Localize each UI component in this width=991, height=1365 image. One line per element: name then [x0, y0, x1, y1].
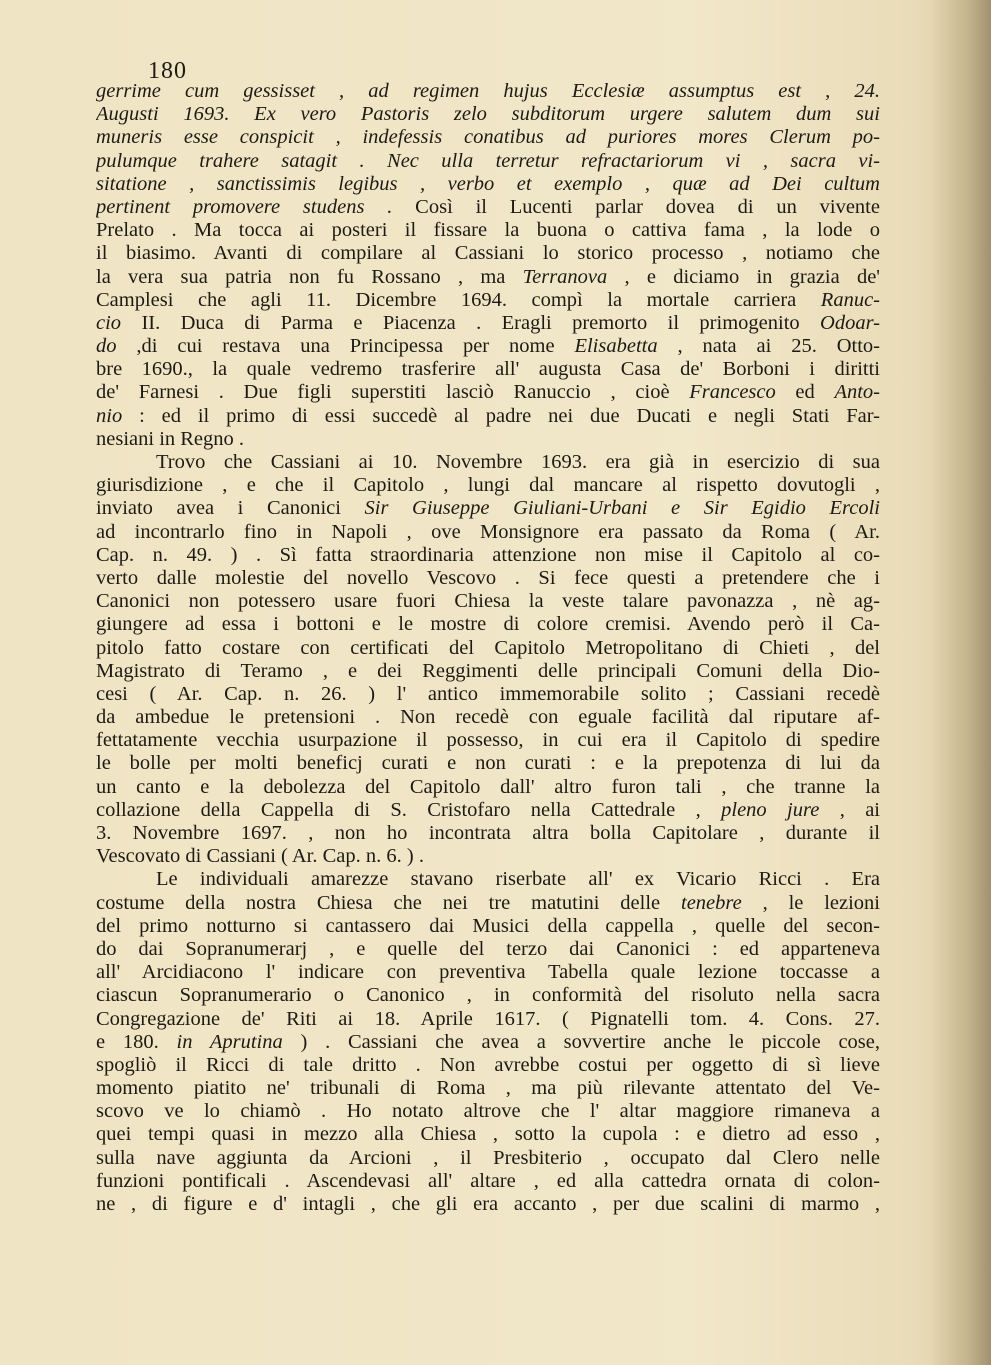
- text-line: [96, 1123, 880, 1146]
- text-line: [96, 1170, 880, 1193]
- roman-text: scovo ve lo chiamò . Ho notato altrove che l' altar maggiore rimaneva a: [96, 1100, 880, 1123]
- italic-text: pertinent promovere studens .: [96, 195, 416, 218]
- roman-text: ) . Cassiani che avea a sovvertire anche le piccole cose,: [282, 1030, 880, 1053]
- roman-text: all' Arcidiacono l' indicare con preventiva Tabella quale lezione toccasse a: [96, 961, 880, 984]
- text-line: [96, 1031, 880, 1054]
- text-line: [96, 613, 880, 636]
- italic-text: Sir Giuseppe Giuliani-Urbani e Sir Egidio Ercoli: [364, 497, 880, 520]
- roman-text: verto dalle molestie del novello Vescovo . Si fece questi a pretendere che i: [96, 566, 880, 589]
- text-line: [96, 335, 880, 358]
- text-line: [96, 1147, 880, 1170]
- roman-text: ,di cui restava una Principessa per nome: [116, 335, 575, 358]
- roman-text: , le lezioni: [741, 891, 880, 914]
- text-line: [96, 266, 880, 289]
- text-line: [96, 358, 880, 381]
- roman-text: bre 1690., la quale vedremo trasferire all' augusta Casa de' Borboni i diritti: [96, 358, 880, 381]
- text-line: [96, 242, 880, 265]
- roman-text: Magistrato di Teramo , e dei Reggimenti delle principali Comuni della Dio-: [96, 659, 880, 682]
- text-line: [96, 567, 880, 590]
- text-line: [96, 381, 880, 404]
- roman-text: sulla nave aggiunta da Arcioni , il Presbiterio , occupato dal Clero nelle: [96, 1146, 880, 1169]
- italic-text: pulumque trahere satagit . Nec ulla terretur refractariorum vi , sacra vi-: [96, 149, 880, 172]
- italic-text: do: [96, 335, 117, 358]
- roman-text: il biasimo. Avanti di compilare al Cassiani lo storico processo , notiamo che: [96, 242, 880, 265]
- text-line: [96, 497, 880, 520]
- italic-text: Augusti 1693. Ex vero Pastoris zelo subditorum urgere salutem dum sui: [96, 103, 880, 126]
- text-line: [96, 405, 880, 428]
- text-line: [96, 637, 880, 660]
- text-line: [96, 961, 880, 984]
- italic-text: Odoar-: [820, 311, 880, 334]
- italic-text: gerrime cum gessisset , ad regimen hujus Ecclesiæ assumptus est , 24.: [96, 80, 880, 102]
- text-line: [96, 1193, 880, 1216]
- text-line: [96, 1008, 880, 1031]
- text-line: [96, 289, 880, 312]
- text-line: [96, 312, 880, 335]
- page-number: 180: [148, 58, 187, 84]
- text-line: [96, 451, 880, 474]
- roman-text: Trovo che Cassiani ai 10. Novembre 1693. era già in esercizio di sua: [156, 451, 880, 473]
- text-line: [96, 590, 880, 613]
- roman-text: , nata ai 25. Otto-: [657, 335, 880, 358]
- text-line: [96, 544, 880, 567]
- italic-text: nio: [96, 404, 123, 427]
- text-line: [96, 822, 880, 845]
- page-gutter-shadow: [931, 0, 991, 1365]
- text-line: [96, 683, 880, 706]
- roman-text: Canonici non potessero usare fuori Chiesa la veste talare pavonazza , nè ag-: [96, 590, 880, 613]
- roman-text: inviato avea i Canonici: [96, 497, 365, 520]
- text-line: [96, 173, 880, 196]
- text-line: [96, 752, 880, 775]
- text-line: [96, 1054, 880, 1077]
- roman-text: quei tempi quasi in mezzo alla Chiesa , sotto la cupola : e dietro ad esso ,: [96, 1123, 880, 1146]
- roman-text: costume della nostra Chiesa che nei tre matutini delle: [96, 891, 682, 914]
- text-line: [96, 474, 880, 497]
- text-line: [96, 80, 880, 103]
- roman-text: ciascun Sopranumerario o Canonico , in conformità del risoluto nella sacra: [96, 984, 880, 1007]
- text-line: [96, 799, 880, 822]
- roman-text: 3. Novembre 1697. , non ho incontrata altra bolla Capitolare , durante il: [96, 822, 880, 844]
- italic-text: Ranuc-: [820, 288, 880, 311]
- roman-text: Prelato . Ma tocca ai posteri il fissare la buona o cattiva fama , la lode o: [96, 219, 880, 242]
- roman-text: da ambedue le pretensioni . Non recedè con eguale facilità dal riputare af-: [96, 706, 880, 729]
- text-line: [96, 776, 880, 799]
- italic-text: cio: [96, 311, 122, 334]
- text-line: [96, 521, 880, 544]
- text-line: [96, 729, 880, 752]
- text-line: [96, 150, 880, 173]
- text-line: [96, 845, 880, 868]
- text-line: [96, 938, 880, 961]
- text-line: [96, 915, 880, 938]
- roman-text: , e diciamo in grazia de': [607, 265, 880, 288]
- roman-text: e 180.: [96, 1030, 177, 1053]
- roman-text: giungere ad essa i bottoni e le mostre di colore cremisi. Avendo però il Ca-: [96, 613, 880, 636]
- text-line: [96, 868, 880, 891]
- italic-text: Anto-: [834, 381, 880, 404]
- roman-text: momento piatito ne' tribunali di Roma , ma più rilevante attentato del Ve-: [96, 1077, 880, 1100]
- text-line: [96, 660, 880, 683]
- italic-text: Elisabetta: [574, 335, 658, 358]
- italic-text: Terranova: [522, 265, 608, 288]
- roman-text: Camplesi che agli 11. Dicembre 1694. compì la mortale carriera: [96, 288, 821, 311]
- roman-text: de' Farnesi . Due figli superstiti lasciò Ranuccio , cioè: [96, 381, 690, 404]
- roman-text: Cap. n. 49. ) . Sì fatta straordinaria attenzione non mise il Capitolo al co-: [96, 543, 880, 566]
- roman-text: le bolle per molti beneficj curati e non curati : e la prepotenza di lui da: [96, 752, 880, 775]
- text-line: [96, 196, 880, 219]
- text-line: [96, 892, 880, 915]
- text-line: [96, 219, 880, 242]
- roman-text: , ai: [819, 798, 880, 821]
- italic-text: muneris esse conspicit , indefessis conatibus ad puriores mores Clerum po-: [96, 126, 880, 149]
- roman-text: giurisdizione , e che il Capitolo , lungi dal mancare al rispetto dovutogli ,: [96, 474, 880, 497]
- text-line: [96, 126, 880, 149]
- roman-text: ad incontrarlo fino in Napoli , ove Monsignore era passato da Roma ( Ar.: [96, 520, 880, 543]
- roman-text: collazione della Cappella di S. Cristofaro nella Cattedrale ,: [96, 798, 722, 821]
- roman-text: Così il Lucenti parlar dovea di un vivente: [415, 195, 880, 218]
- text-line: [96, 103, 880, 126]
- roman-text: la vera sua patria non fu Rossano , ma: [96, 265, 523, 288]
- text-line: [96, 1100, 880, 1123]
- roman-text: Congregazione de' Riti ai 18. Aprile 1617. ( Pignatelli tom. 4. Cons. 27.: [96, 1007, 880, 1030]
- roman-text: nesiani in Regno .: [96, 427, 245, 450]
- italic-text: Francesco: [689, 381, 776, 404]
- text-line: [96, 428, 880, 451]
- roman-text: cesi ( Ar. Cap. n. 26. ) l' antico immemorabile solito ; Cassiani recedè: [96, 682, 880, 705]
- italic-text: tenebre: [681, 891, 742, 914]
- roman-text: Le individuali amarezze stavano riserbate all' ex Vicario Ricci . Era: [156, 868, 880, 891]
- roman-text: ed: [775, 381, 835, 404]
- text-line: [96, 1077, 880, 1100]
- roman-text: do dai Sopranumerarj , e quelle del terzo dai Canonici : ed apparteneva: [96, 937, 880, 960]
- roman-text: un canto e la debolezza del Capitolo dall' altro furon tali , che tranne la: [96, 775, 880, 798]
- body-text: [96, 80, 880, 1216]
- roman-text: ne , di figure e d' intagli , che gli era accanto , per due scalini di marmo ,: [96, 1193, 880, 1215]
- italic-text: sitatione , sanctissimis legibus , verbo et exemplo , quæ ad Dei cultum: [96, 172, 880, 195]
- italic-text: in Aprutina: [176, 1030, 283, 1053]
- text-line: [96, 706, 880, 729]
- roman-text: spogliò il Ricci di tale dritto . Non avrebbe costui per oggetto di sì lieve: [96, 1053, 880, 1076]
- roman-text: : ed il primo di essi succedè al padre nei due Ducati e negli Stati Far-: [122, 404, 880, 427]
- roman-text: fettatamente vecchia usurpazione il possesso, in cui era il Capitolo di spedire: [96, 729, 880, 752]
- roman-text: del primo notturno si cantassero dai Musici della cappella , quelle del secon-: [96, 914, 880, 937]
- roman-text: Vescovato di Cassiani ( Ar. Cap. n. 6. ) .: [96, 845, 424, 868]
- roman-text: funzioni pontificali . Ascendevasi all' altare , ed alla cattedra ornata di colon-: [96, 1169, 880, 1192]
- roman-text: pitolo fatto costare con certificati del Capitolo Metropolitano di Chieti , del: [96, 636, 880, 659]
- roman-text: II. Duca di Parma e Piacenza . Eragli premorto il primogenito: [121, 311, 821, 334]
- text-line: [96, 984, 880, 1007]
- italic-text: pleno jure: [721, 798, 820, 821]
